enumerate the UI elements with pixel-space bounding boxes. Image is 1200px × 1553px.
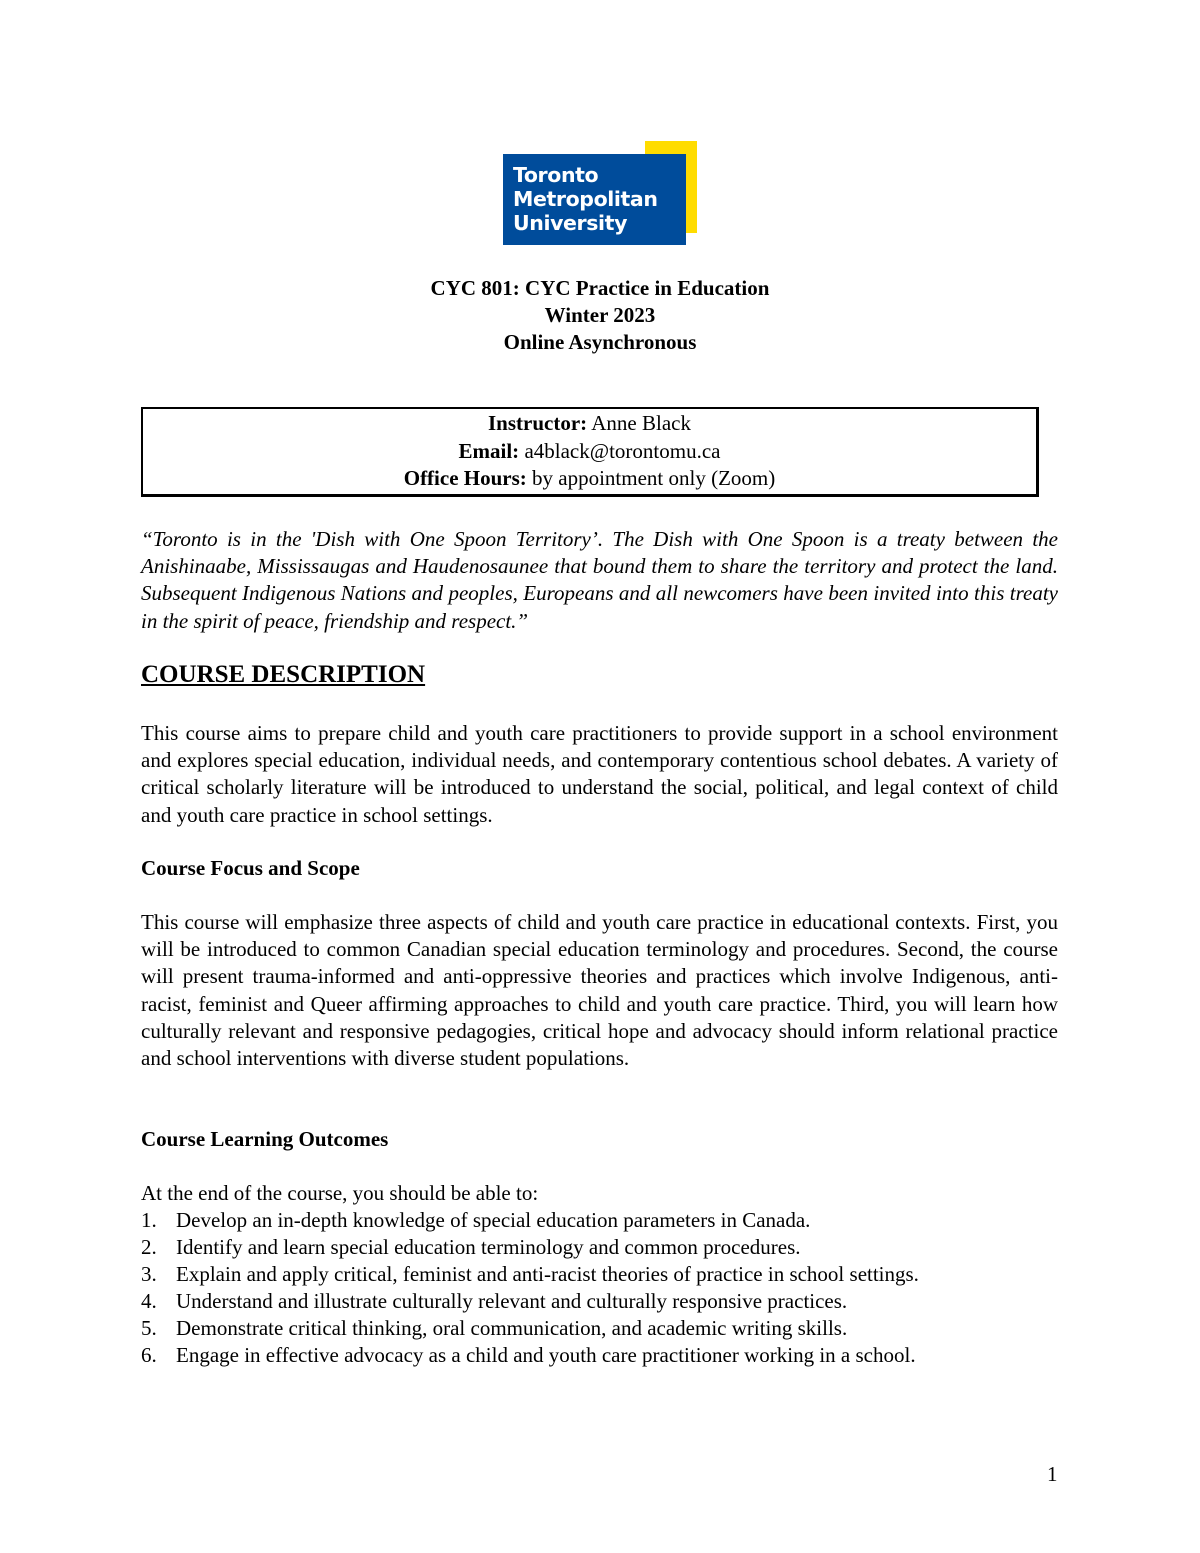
list-item-text: Identify and learn special education terminology and common procedures. (176, 1235, 801, 1260)
list-item-number: 5. (141, 1316, 157, 1341)
focus-scope-heading: Course Focus and Scope (141, 856, 360, 880)
office-hours-label: Office Hours: (403, 466, 527, 490)
list-item (141, 1234, 919, 1261)
course-term: Winter 2023 (544, 303, 656, 327)
logo-line-2: Metropolitan (513, 187, 658, 211)
logo-line-1: Toronto (513, 163, 599, 187)
course-delivery: Online Asynchronous (503, 330, 697, 354)
land-acknowledgement: “Toronto is in the 'Dish with One Spoon Territory’. The Dish with One Spoon is a treaty between the Anishinaabe, Mississaugas and Haudenosaunee that bound them to share the territory and protect the land. Subsequent Indigenous Nations and peoples, Europeans and all newcomers have been invited into this treaty in the spirit of peace, friendship and respect.” (141, 527, 1058, 633)
office-hours-value: by appointment only (Zoom) (532, 466, 776, 490)
list-item (141, 1315, 919, 1342)
list-item-number: 6. (141, 1343, 157, 1368)
list-item-text: Demonstrate critical thinking, oral communication, and academic writing skills. (176, 1316, 848, 1341)
list-item-number: 4. (141, 1289, 157, 1314)
focus-scope-body: This course will emphasize three aspects of child and youth care practice in educational contexts. First, you will be introduced to common Canadian special education terminology and procedures. Second, the course will present trauma-informed and anti-oppressive theories and practices which involve Indigenous, anti-racist, feminist and Queer affirming approaches to child and youth care practice. Third, you will learn how culturally relevant and responsive pedagogies, critical hope and advocacy should inform relational practice and school interventions with diverse student populations. (141, 910, 1058, 1071)
list-item-number: 2. (141, 1235, 157, 1260)
email-line (143, 438, 1036, 466)
list-item (141, 1288, 919, 1315)
email-address[interactable]: a4black@torontomu.ca (524, 438, 721, 463)
learning-outcomes-intro: At the end of the course, you should be able to: (141, 1181, 539, 1205)
list-item-text: Develop an in-depth knowledge of special education parameters in Canada. (176, 1208, 811, 1232)
list-item-text: Understand and illustrate culturally relevant and culturally responsive practices. (176, 1289, 848, 1314)
course-header (0, 275, 1200, 356)
page-number: 1 (1047, 1462, 1058, 1486)
logo-line-3: University (513, 211, 628, 235)
university-logo (503, 141, 697, 245)
instructor-line (143, 410, 1036, 438)
course-description-body: This course aims to prepare child and youth care practitioners to provide support in a school environment and explores special education, individual needs, and contemporary contentious school debates. A variety of critical scholarly literature will be introduced to understand the social, political, and legal context of child and youth care practice in school settings. (141, 721, 1058, 827)
list-item-text: Engage in effective advocacy as a child and youth care practitioner working in a school. (176, 1343, 916, 1368)
logo-blue-block (503, 154, 686, 245)
instructor-label: Instructor: (488, 411, 588, 435)
list-item-number: 1. (141, 1208, 157, 1232)
list-item-number: 3. (141, 1262, 157, 1287)
list-item (141, 1207, 919, 1234)
list-item-text: Explain and apply critical, feminist and anti-racist theories of practice in school settings. (176, 1262, 919, 1287)
email-label: Email: (458, 438, 520, 463)
logo-wordmark (513, 163, 658, 235)
course-description-heading: COURSE DESCRIPTION (141, 661, 426, 688)
office-hours-line (143, 465, 1036, 493)
course-title: CYC 801: CYC Practice in Education (430, 276, 770, 300)
learning-outcomes-heading: Course Learning Outcomes (141, 1127, 389, 1151)
learning-outcomes-list (141, 1207, 919, 1370)
list-item (141, 1342, 919, 1369)
list-item (141, 1261, 919, 1288)
instructor-name: Anne Black (591, 411, 691, 435)
instructor-info-box (141, 407, 1039, 497)
